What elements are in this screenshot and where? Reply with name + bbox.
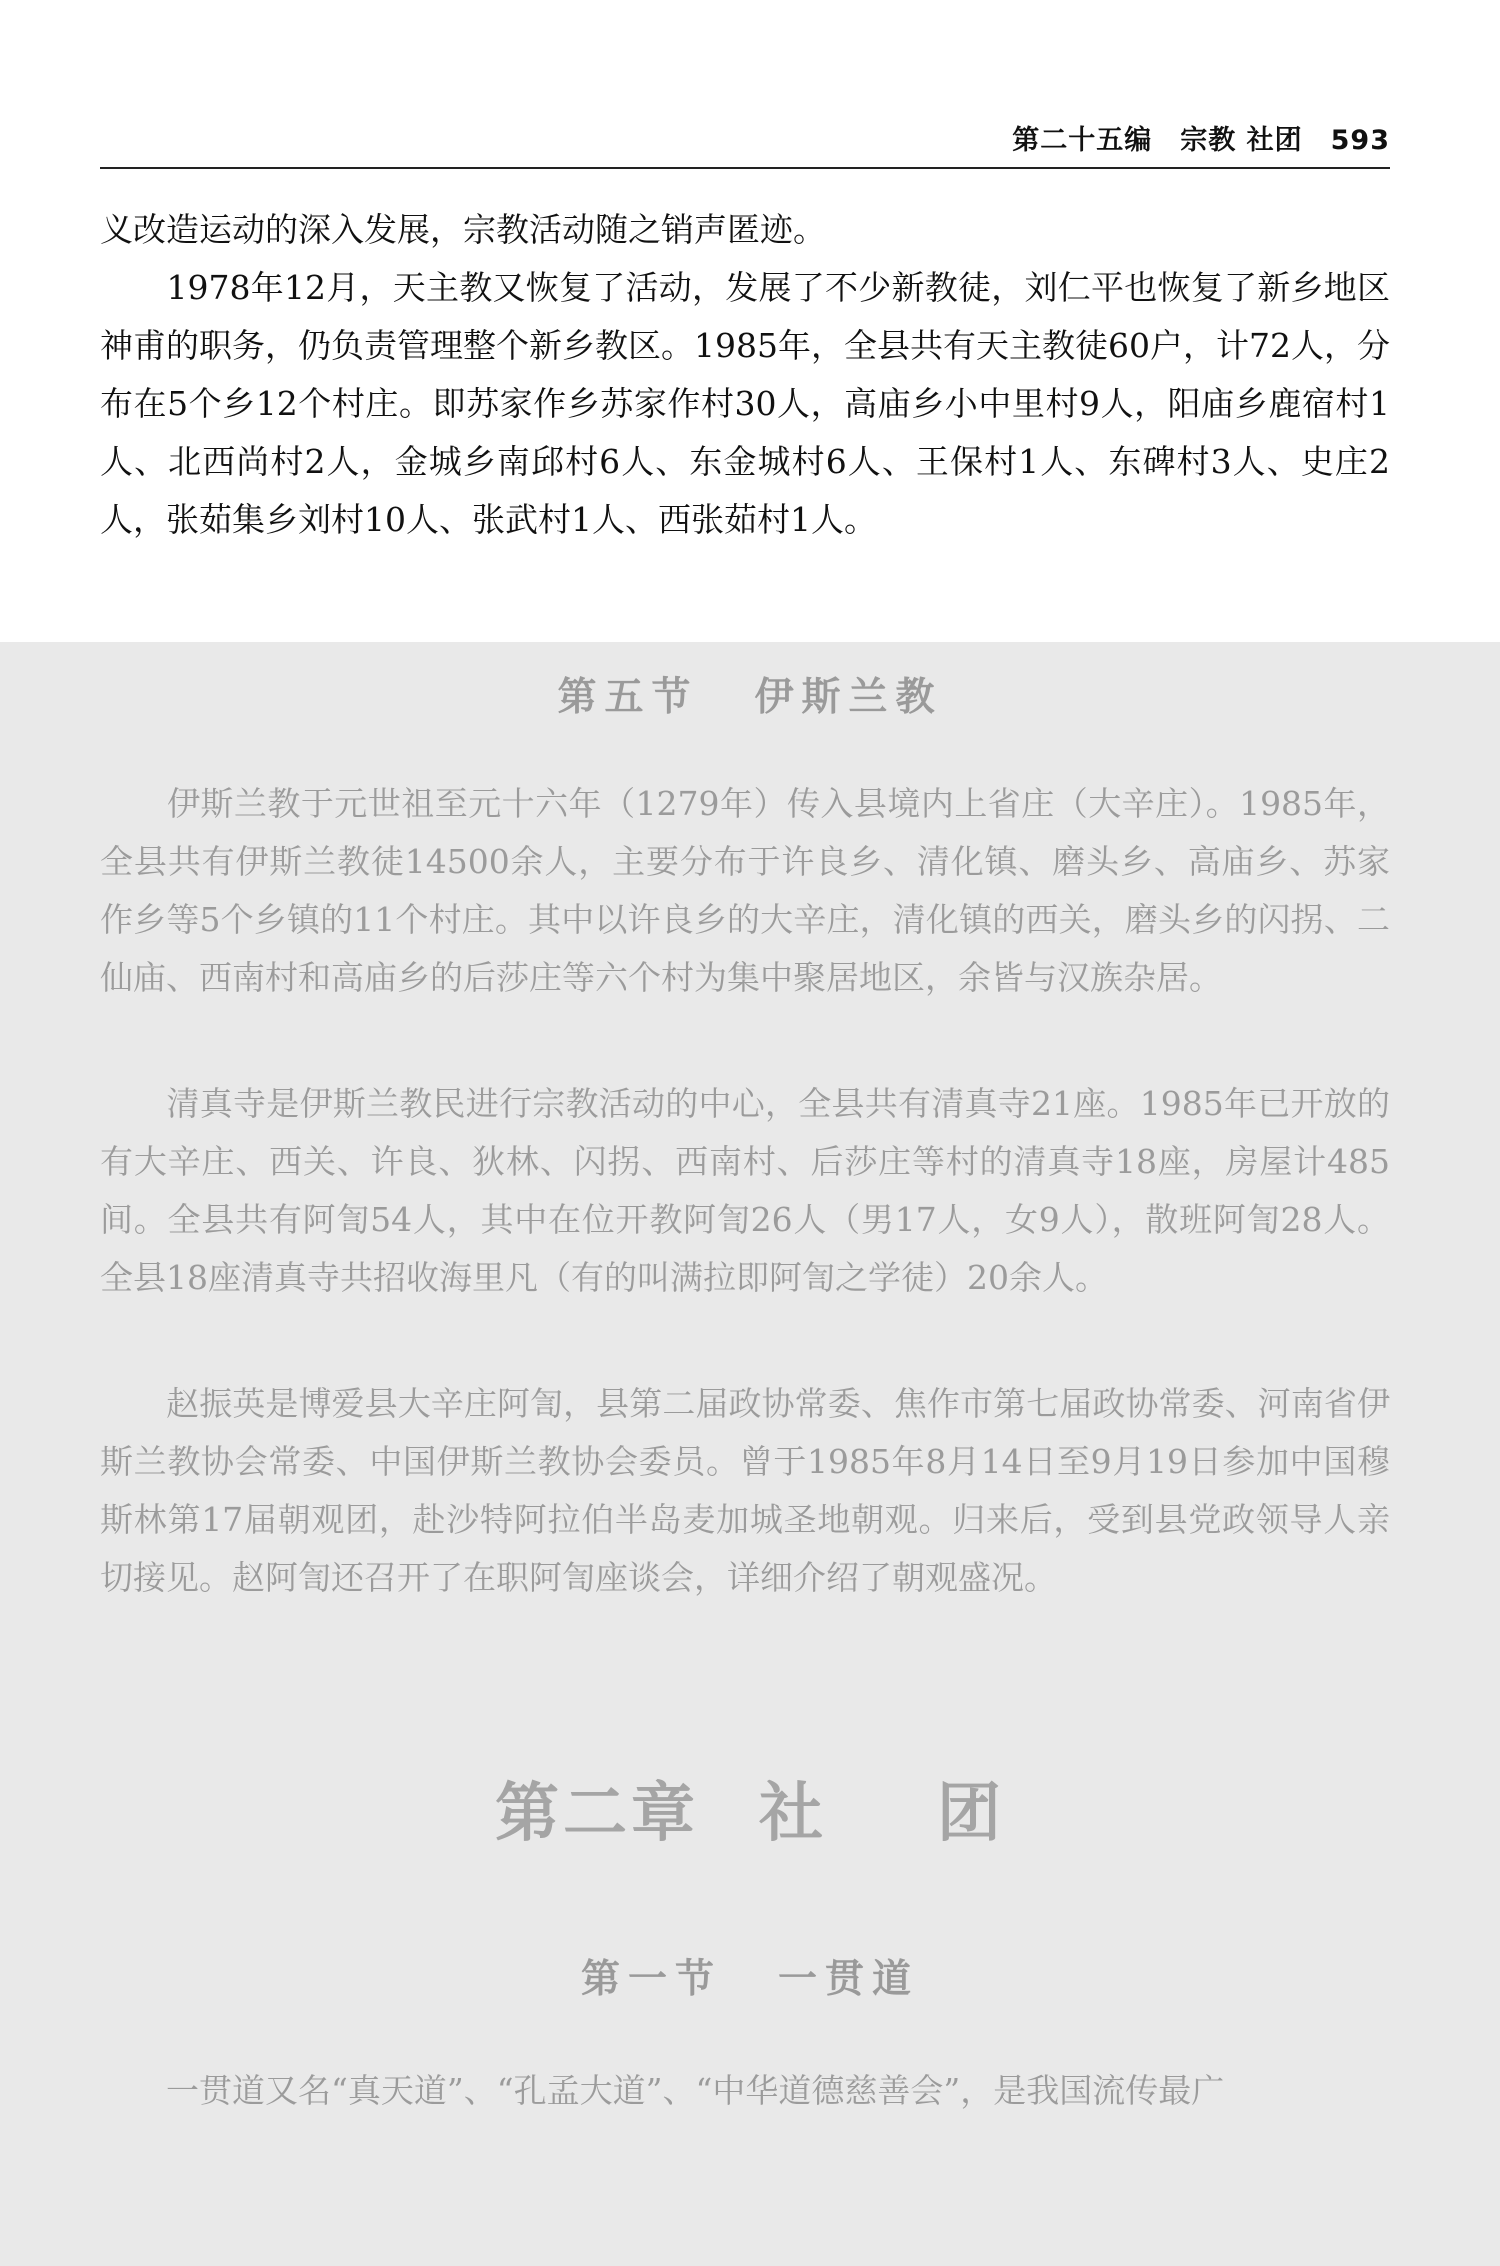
section-title-islam [0,666,1500,722]
section-title-yiguandao [0,1948,1500,2004]
section-name: 伊斯兰教 [754,674,943,720]
header-rule [100,167,1390,169]
chapter-name-b: 团 [937,1777,1005,1851]
paragraph-zhao-zhenying: 赵振英是博爱县大辛庄阿訇，县第二届政协常委、焦作市第七届政协常委、河南省伊斯兰教协会常委、中国伊斯兰教协会委员。曾于1985年8月14日至9月19日参加中国穆斯林第17届朝观团，赴沙特阿拉伯半岛麦加城圣地朝观。归来后，受到县党政领导人亲切接见。赵阿訇还召开了在职阿訇座谈会，详细介绍了朝观盛况。 [100,1384,1390,1597]
section-name: 一贯道 [778,1956,920,2002]
chapter-title [0,1762,1500,1854]
paragraph-continuation: 义改造运动的深入发展，宗教活动随之销声匿迹。 [100,210,826,249]
running-header: 第二十五编 宗教 社团 593 [1012,125,1390,156]
paragraph-catholic-1978: 1978年12月，天主教又恢复了活动，发展了不少新教徒，刘仁平也恢复了新乡地区神甫的职务，仍负责管理整个新乡教区。1985年，全县共有天主教徒60户，计72人，分布在5个乡12个村庄。即苏家作乡苏家作村30人，高庙乡小中里村9人，阳庙乡鹿宿村1人、北西尚村2人，金城乡南邱村6人、东金城村6人、王保村1人、东碑村3人、史庄2人，张茹集乡刘村10人、张武村1人、西张茹村1人。 [100,268,1390,539]
chapter-number: 第二章 [495,1777,699,1851]
paragraph-yiguandao: 一贯道又名“真天道”、“孔孟大道”、“中华道德慈善会”，是我国流传最广 [100,2071,1225,2110]
paragraph-islam-intro: 伊斯兰教于元世祖至元十六年（1279年）传入县境内上省庄（大辛庄）。1985年，全县共有伊斯兰教徒14500余人，主要分布于许良乡、清化镇、磨头乡、高庙乡、苏家作乡等5个乡镇的11个村庄。其中以许良乡的大辛庄，清化镇的西关，磨头乡的闪拐、二仙庙、西南村和高庙乡的后莎庄等六个村为集中聚居地区，余皆与汉族杂居。 [100,784,1390,997]
section-number: 第一节 [580,1956,722,2002]
section-number: 第五节 [557,674,699,720]
chapter-name-a: 社 [759,1777,827,1851]
paragraph-mosques: 清真寺是伊斯兰教民进行宗教活动的中心，全县共有清真寺21座。1985年已开放的有大辛庄、西关、许良、狄林、闪拐、西南村、后莎庄等村的清真寺18座，房屋计485间。全县共有阿訇54人，其中在位开教阿訇26人（男17人，女9人），散班阿訇28人。全县18座清真寺共招收海里凡（有的叫满拉即阿訇之学徒）20余人。 [100,1084,1390,1297]
